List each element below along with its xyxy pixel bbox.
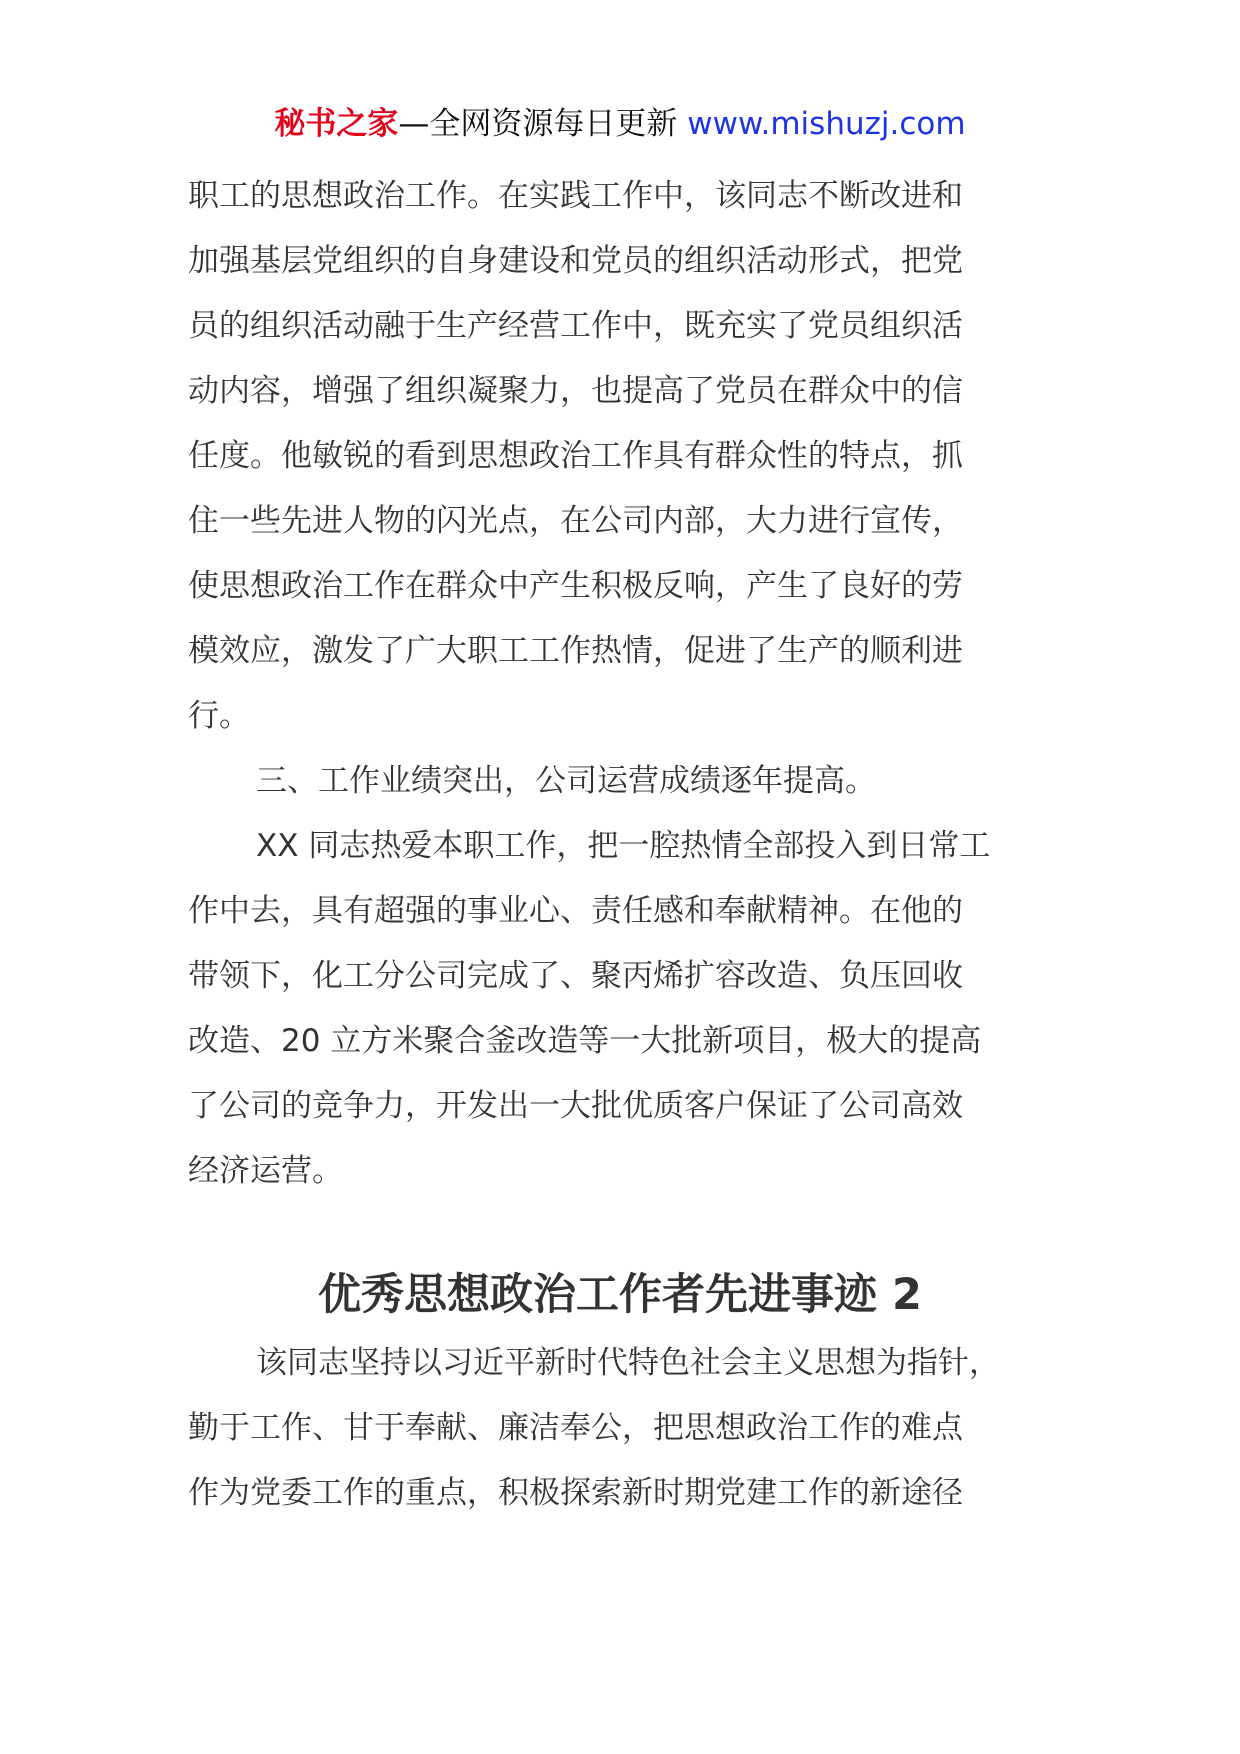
header-slogan: —全网资源每日更新 [398, 106, 688, 142]
paragraph-line: 作中去，具有超强的事业心、责任感和奉献精神。在他的 [188, 893, 963, 929]
paragraph-line: 模效应，激发了广大职工工作热情，促进了生产的顺利进 [188, 633, 963, 669]
header-url-link[interactable]: www.mishuzj.com [687, 106, 966, 142]
document-body-section-1 [188, 164, 1088, 1204]
paragraph-line: 动内容，增强了组织凝聚力，也提高了党员在群众中的信 [188, 373, 963, 409]
paragraph-line: 改造、20 立方米聚合釜改造等一大批新项目，极大的提高 [188, 1023, 982, 1059]
page-header [0, 100, 1240, 148]
paragraph-line: 住一些先进人物的闪光点，在公司内部，大力进行宣传， [188, 503, 963, 539]
paragraph-line: XX 同志热爱本职工作，把一腔热情全部投入到日常工 [256, 828, 991, 864]
paragraph-line: 加强基层党组织的自身建设和党员的组织活动形式，把党 [188, 243, 963, 279]
paragraph-line: 带领下，化工分公司完成了、聚丙烯扩容改造、负压回收 [188, 958, 963, 994]
brand-name: 秘书之家 [274, 106, 399, 142]
paragraph-line: 该同志坚持以习近平新时代特色社会主义思想为指针， [256, 1345, 1000, 1381]
paragraph-line: 行。 [188, 698, 250, 734]
paragraph-line: 使思想政治工作在群众中产生积极反响，产生了良好的劳 [188, 568, 963, 604]
section-heading-3: 三、工作业绩突出，公司运营成绩逐年提高。 [256, 763, 876, 799]
document-title: 优秀思想政治工作者先进事迹 2 [318, 1270, 922, 1320]
paragraph-line: 勤于工作、甘于奉献、廉洁奉公，把思想政治工作的难点 [188, 1410, 963, 1446]
paragraph-line: 职工的思想政治工作。在实践工作中，该同志不断改进和 [188, 178, 963, 214]
paragraph-line: 了公司的竞争力，开发出一大批优质客户保证了公司高效 [188, 1088, 963, 1124]
paragraph-line: 经济运营。 [188, 1153, 343, 1189]
paragraph-line: 任度。他敏锐的看到思想政治工作具有群众性的特点，抓 [188, 438, 963, 474]
document-body-section-2 [188, 1331, 1088, 1526]
paragraph-line: 作为党委工作的重点，积极探索新时期党建工作的新途径 [188, 1475, 963, 1511]
paragraph-line: 员的组织活动融于生产经营工作中，既充实了党员组织活 [188, 308, 963, 344]
